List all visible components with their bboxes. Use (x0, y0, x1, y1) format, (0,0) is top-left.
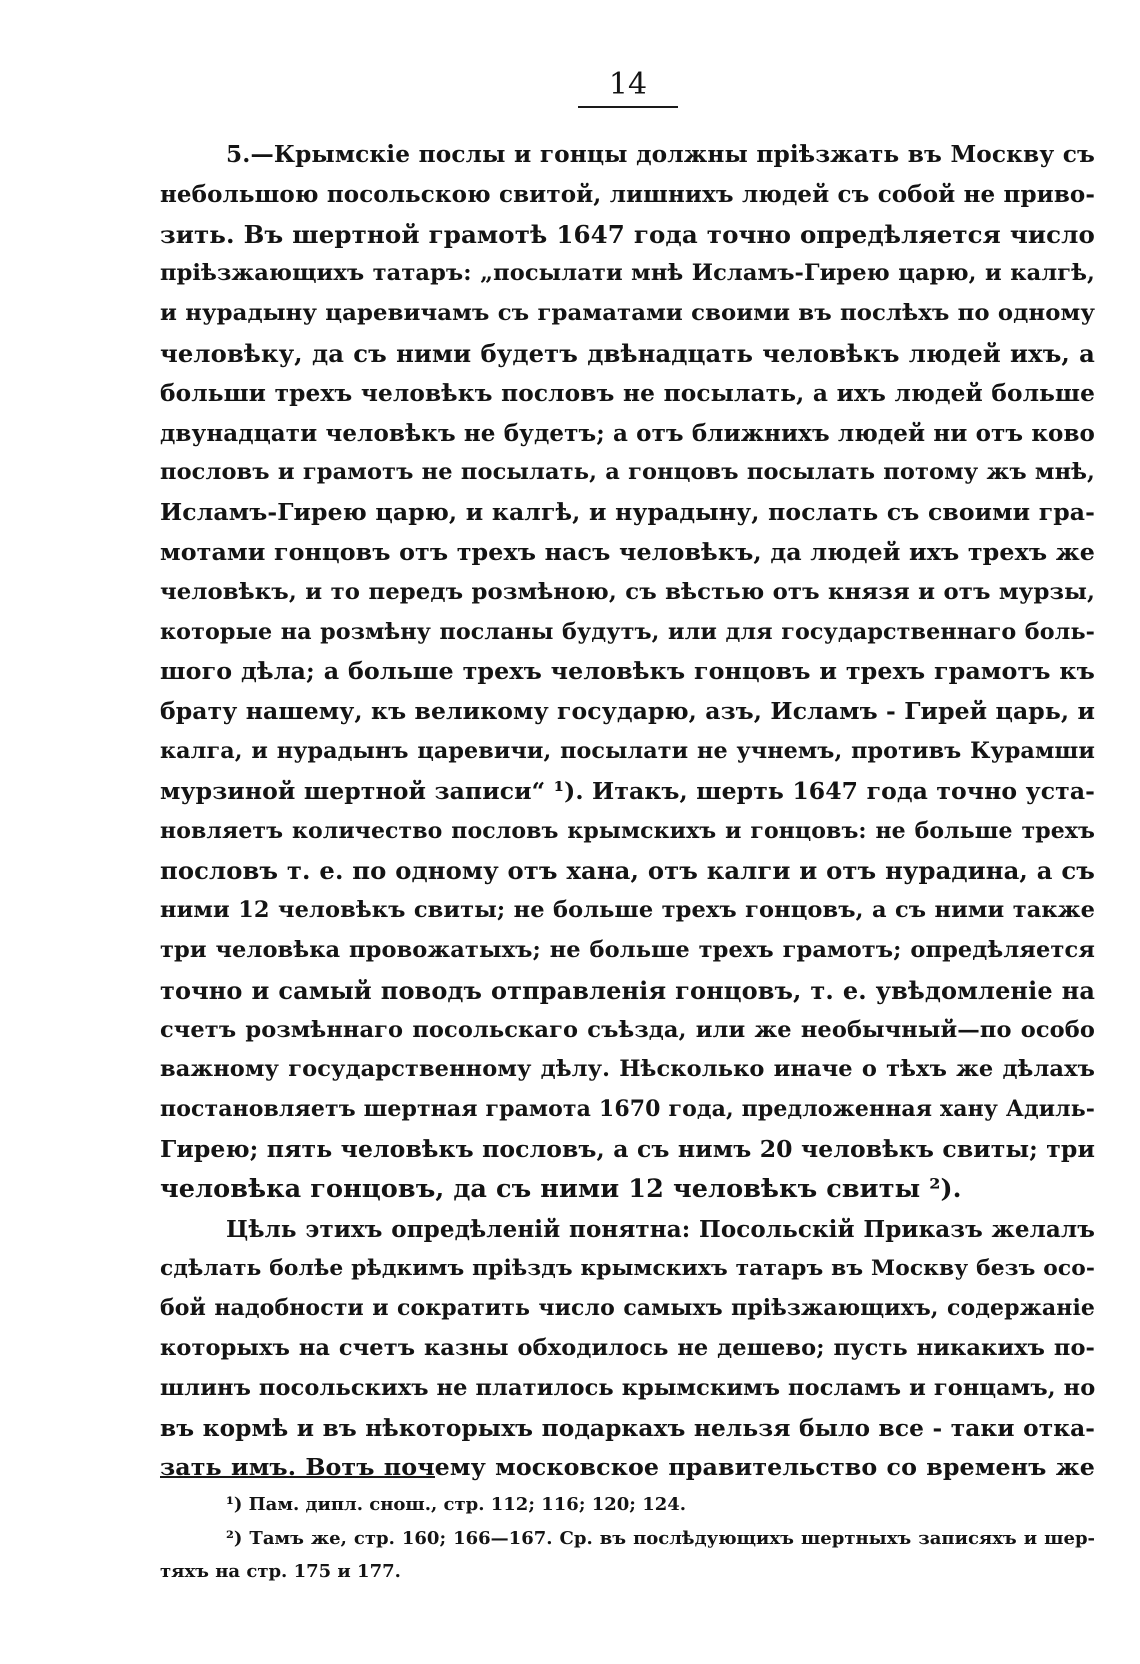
text-line: которыхъ на счетъ казны обходилось не дешево; пусть никакихъ по- (160, 1334, 1095, 1361)
text-line: пословъ т. е. по одному отъ хана, отъ калги и отъ нурадина, а съ (160, 856, 1095, 886)
text-line: зать имъ. Вотъ почему московское правительство со временъ же (160, 1453, 1095, 1482)
text-line: 5.—Крымскiе послы и гонцы должны прiѣзжать въ Москву съ (226, 141, 1095, 168)
text-line: три человѣка провожатыхъ; не больше трехъ грамотъ; опредѣляется (160, 936, 1095, 963)
text-line: важному государственному дѣлу. Нѣсколько иначе о тѣхъ же дѣлахъ (160, 1056, 1095, 1083)
footnote-1 (160, 1488, 1095, 1522)
text-line: зить. Въ шертной грамотѣ 1647 года точно опредѣляется число (160, 219, 1095, 249)
text-line: двунадцати человѣкъ не будетъ; а отъ ближнихъ людей ни отъ ково (160, 419, 1095, 447)
text-line: калга, и нурадынъ царевичи, посылати не учнемъ, противъ Курамши (160, 737, 1095, 764)
text-line: человѣку, да съ ними будетъ двѣнадцать человѣкъ людей ихъ, а (160, 338, 1095, 368)
text-line: которые на розмѣну посланы будутъ, или для государственнаго боль- (160, 618, 1095, 645)
text-line: брату нашему, къ великому государю, азъ, Исламъ - Гирей царь, и (160, 697, 1095, 726)
text-line: мотами гонцовъ отъ трехъ насъ человѣкъ, да людей ихъ трехъ же (160, 537, 1095, 566)
text-line: небольшою посольскою свитой, лишнихъ людей съ собой не приво- (160, 180, 1095, 208)
page-number: 14 (608, 67, 648, 102)
text-line: сдѣлать болѣе рѣдкимъ прiѣздъ крымскихъ татаръ въ Москву безъ осо- (160, 1256, 1095, 1282)
text-line: Исламъ-Гирею царю, и калгѣ, и нурадыну, послать съ своими гра- (160, 498, 1095, 527)
text-line: мурзиной шертной записи“ ¹). Итакъ, шерть 1647 года точно уста- (160, 776, 1095, 805)
text-line: человѣкъ, и то передъ розмѣною, съ вѣстью отъ князя и отъ мурзы, (160, 578, 1095, 605)
text-line: ними 12 человѣкъ свиты; не больше трехъ гонцовъ, а съ ними также (160, 897, 1095, 924)
text-line: въ кормѣ и въ нѣкоторыхъ подаркахъ нельзя было все - таки отка- (160, 1414, 1095, 1442)
text-line: шлинъ посольскихъ не платилось крымскимъ посламъ и гонцамъ, но (160, 1374, 1096, 1401)
text-line: постановляетъ шертная грамота 1670 года, предложенная хану Адиль- (160, 1096, 1095, 1123)
paragraph-1 (160, 135, 1095, 1210)
text-line: Гирею; пять человѣкъ пословъ, а съ нимъ 20 человѣкъ свиты; три (160, 1134, 1095, 1163)
text-line: точно и самый поводъ отправленiя гонцовъ, т. е. увѣдомленiе на (160, 975, 1095, 1005)
text-line: пословъ и грамотъ не посылать, а гонцовъ посылать потому жъ мнѣ, (160, 459, 1095, 486)
text-line: прiѣзжающихъ татаръ: „посылати мнѣ Исламъ-Гирею царю, и калгѣ, (160, 260, 1095, 287)
main-text (160, 135, 1095, 1488)
page-number-underline (578, 106, 678, 108)
text-line: бой надобности и сократить число самыхъ прiѣзжающихъ, содержанiе (160, 1295, 1095, 1322)
footnotes (160, 1488, 1095, 1589)
footnote-2 (160, 1522, 1095, 1589)
footnote-line: тяхъ на стр. 175 и 177. (160, 1561, 401, 1582)
footnote-separator (160, 1476, 435, 1478)
text-line: и нурадыну царевичамъ съ граматами своими въ послѣхъ по одному (160, 300, 1095, 327)
text-line: больши трехъ человѣкъ пословъ не посылать, а ихъ людей больше (160, 379, 1095, 407)
text-line: человѣка гонцовъ, да съ ними 12 человѣкъ свиты ²). (160, 1173, 962, 1204)
text-line: новляетъ количество пословъ крымскихъ и гонцовъ: не больше трехъ (160, 817, 1095, 844)
paragraph-2 (160, 1210, 1095, 1489)
text-line: счетъ розмѣннаго посольскаго съѣзда, или же необычный—по особо (160, 1016, 1095, 1043)
footnote-line: ¹) Пам. дипл. снош., стр. 112; 116; 120; 124. (226, 1494, 687, 1515)
text-line: шого дѣла; а больше трехъ человѣкъ гонцовъ и трехъ грамотъ къ (160, 657, 1095, 686)
footnote-line: ²) Тамъ же, стр. 160; 166—167. Ср. въ послѣдующихъ шертныхъ записяхъ и шер- (226, 1527, 1095, 1549)
text-line: Цѣль этихъ опредѣленiй понятна: Посольскiй Приказъ желалъ (226, 1215, 1095, 1243)
